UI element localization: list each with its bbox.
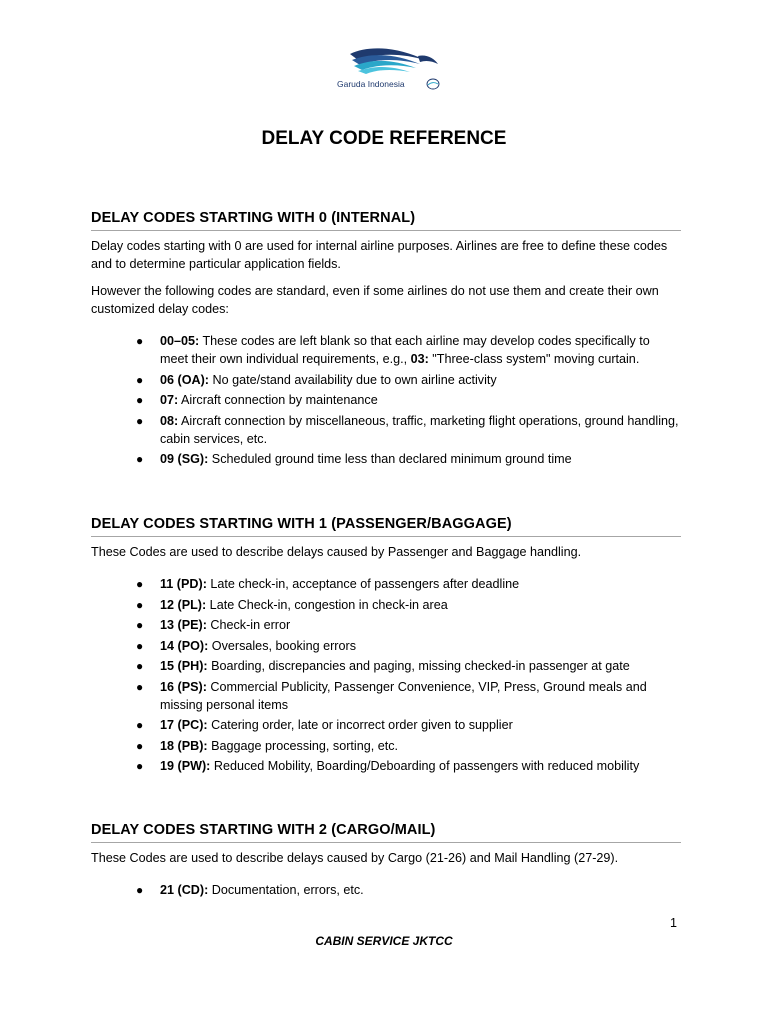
- delay-description: Reduced Mobility, Boarding/Deboarding of passengers with reduced mobility: [210, 759, 640, 773]
- delay-description: Check-in error: [206, 618, 291, 632]
- section-paragraph: These Codes are used to describe delays caused by Passenger and Baggage handling.: [91, 545, 582, 559]
- page-footer: CABIN SERVICE JKTCC: [315, 934, 453, 948]
- logo-text: Garuda Indonesia: [337, 79, 405, 89]
- bullet-icon: ●: [136, 679, 144, 694]
- list-item: [91, 737, 681, 755]
- bullet-icon: ●: [136, 577, 144, 591]
- bullet-icon: ●: [136, 638, 144, 653]
- bullet-icon: ●: [136, 413, 144, 428]
- delay-code: 16 (PS):: [160, 679, 207, 694]
- skyteam-emblem-icon: [426, 78, 440, 90]
- delay-description: "Three-class system" moving curtain.: [428, 352, 640, 366]
- document-title: DELAY CODE REFERENCE: [261, 128, 507, 149]
- page-number: 1: [670, 916, 678, 930]
- delay-code: 15 (PH):: [160, 659, 208, 673]
- section-paragraph: However the following codes are standard, even if some airlines do not use them and create their own customized delay codes:: [91, 284, 659, 316]
- delay-description: Documentation, errors, etc.: [208, 883, 364, 897]
- bullet-icon: ●: [136, 659, 144, 673]
- delay-description: Baggage processing, sorting, etc.: [207, 738, 399, 753]
- delay-description: Catering order, late or incorrect order given to supplier: [207, 718, 513, 732]
- delay-code: 11 (PD):: [160, 577, 207, 591]
- delay-description: Aircraft connection by maintenance: [178, 393, 378, 407]
- delay-code: 13 (PE):: [160, 618, 207, 632]
- list-item: [91, 596, 681, 614]
- section-internal: [91, 210, 681, 471]
- list-item: [91, 881, 681, 899]
- section-heading: DELAY CODES STARTING WITH 2 (CARGO/MAIL): [91, 822, 681, 843]
- bullet-icon: ●: [136, 759, 144, 773]
- delay-description: Aircraft connection by miscellaneous, traffic, marketing flight operations, ground handling, cabin services, etc.: [160, 413, 679, 446]
- delay-code: 03:: [410, 352, 429, 366]
- delay-code: 21 (CD):: [160, 883, 209, 897]
- delay-description: Commercial Publicity, Passenger Convenience, VIP, Press, Ground meals and missing personal items: [160, 679, 647, 712]
- list-item: [91, 391, 681, 409]
- delay-code: 17 (PC):: [160, 718, 208, 732]
- list-item: [91, 450, 681, 468]
- bullet-icon: ●: [136, 883, 144, 897]
- bullet-icon: ●: [136, 334, 144, 348]
- delay-description: These codes are left blank so that each airline may develop codes specifically to meet their own individual requirements, e.g.,: [160, 334, 650, 366]
- delay-code: 08:: [160, 413, 179, 428]
- bullet-icon: ●: [136, 372, 144, 387]
- delay-description: Boarding, discrepancies and paging, missing checked-in passenger at gate: [207, 659, 630, 673]
- delay-code: 18 (PB):: [160, 738, 208, 753]
- delay-code: 06 (OA):: [160, 372, 209, 387]
- delay-description: Oversales, booking errors: [208, 638, 356, 653]
- delay-description: Late Check-in, congestion in check-in area: [206, 597, 448, 612]
- section-heading: DELAY CODES STARTING WITH 0 (INTERNAL): [91, 210, 681, 231]
- list-item: [91, 412, 681, 448]
- section-paragraph: These Codes are used to describe delays caused by Cargo (21-26) and Mail Handling (27-29).: [91, 851, 619, 865]
- section-paragraph: Delay codes starting with 0 are used for internal airline purposes. Airlines are free to define these codes and to determine particular application fields.: [91, 239, 668, 271]
- list-item: [91, 637, 681, 655]
- delay-code: 12 (PL):: [160, 597, 207, 612]
- list-item: [91, 616, 681, 634]
- bullet-icon: ●: [136, 597, 144, 612]
- delay-code: 14 (PO):: [160, 638, 209, 653]
- delay-code-list: [91, 881, 681, 899]
- section-passenger-baggage: [91, 516, 681, 778]
- delay-code: 19 (PW):: [160, 759, 211, 773]
- list-item: [91, 575, 681, 593]
- delay-description: Late check-in, acceptance of passengers after deadline: [206, 577, 520, 591]
- delay-code: 09 (SG):: [160, 452, 209, 466]
- delay-code-list: [91, 575, 681, 775]
- delay-code: 00–05:: [160, 334, 200, 348]
- bullet-icon: ●: [136, 452, 144, 466]
- delay-description: No gate/stand availability due to own airline activity: [208, 372, 497, 387]
- section-cargo-mail: [91, 822, 681, 902]
- list-item: [91, 716, 681, 734]
- delay-code: 07:: [160, 393, 179, 407]
- delay-description: Scheduled ground time less than declared minimum ground time: [208, 452, 572, 466]
- list-item: [91, 678, 681, 714]
- bullet-icon: ●: [136, 618, 144, 632]
- garuda-bird-icon: [330, 46, 448, 80]
- delay-code-list: [91, 332, 681, 468]
- bullet-icon: ●: [136, 393, 144, 407]
- list-item: [91, 757, 681, 775]
- list-item: [91, 657, 681, 675]
- list-item: [91, 332, 681, 368]
- list-item: [91, 371, 681, 389]
- garuda-indonesia-logo: [330, 46, 448, 96]
- bullet-icon: ●: [136, 738, 144, 753]
- bullet-icon: ●: [136, 718, 144, 732]
- section-heading: DELAY CODES STARTING WITH 1 (PASSENGER/BAGGAGE): [91, 516, 681, 537]
